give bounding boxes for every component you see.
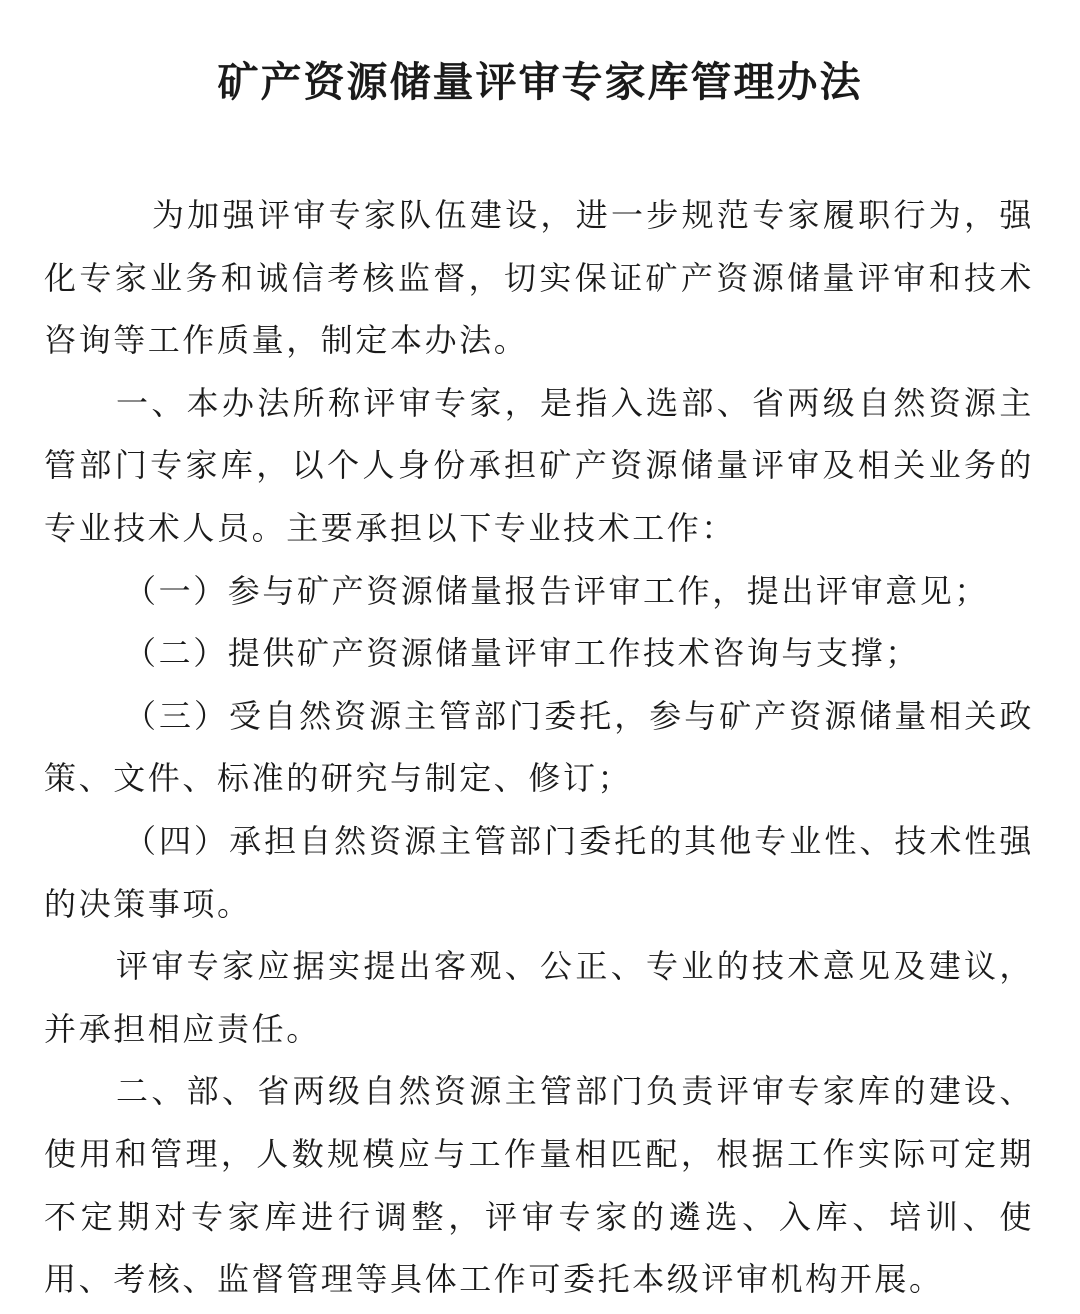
document-body (44, 184, 1034, 1311)
paragraph-item-2: （二）提供矿产资源储量评审工作技术咨询与支撑； (124, 634, 920, 673)
document-title: 矿产资源储量评审专家库管理办法 (217, 58, 863, 106)
paragraph-item-1: （一）参与矿产资源储量报告评审工作，提出评审意见； (124, 571, 990, 610)
paragraph-preamble: 为加强评审专家队伍建设，进一步规范专家履职行为，强化专家业务和诚信考核监督，切实保证矿产资源储量评审和技术咨询等工作质量，制定本办法。 (44, 196, 1034, 360)
paragraph-expert-duty: 评审专家应据实提出客观、公正、专业的技术意见及建议，并承担相应责任。 (44, 947, 1034, 1048)
paragraph-article-2: 二、部、省两级自然资源主管部门负责评审专家库的建设、使用和管理，人数规模应与工作量相匹配，根据工作实际可定期不定期对专家库进行调整，评审专家的遴选、入库、培训、使用、考核、监督管理等具体工作可委托本级评审机构开展。 (44, 1072, 1034, 1299)
paragraph-article-1: 一、本办法所称评审专家，是指入选部、省两级自然资源主管部门专家库，以个人身份承担矿产资源储量评审及相关业务的专业技术人员。主要承担以下专业技术工作： (44, 383, 1034, 547)
paragraph-item-3: （三）受自然资源主管部门委托，参与矿产资源储量相关政策、文件、标准的研究与制定、修订； (44, 696, 1034, 798)
paragraph-item-4: （四）承担自然资源主管部门委托的其他专业性、技术性强的决策事项。 (44, 821, 1034, 923)
